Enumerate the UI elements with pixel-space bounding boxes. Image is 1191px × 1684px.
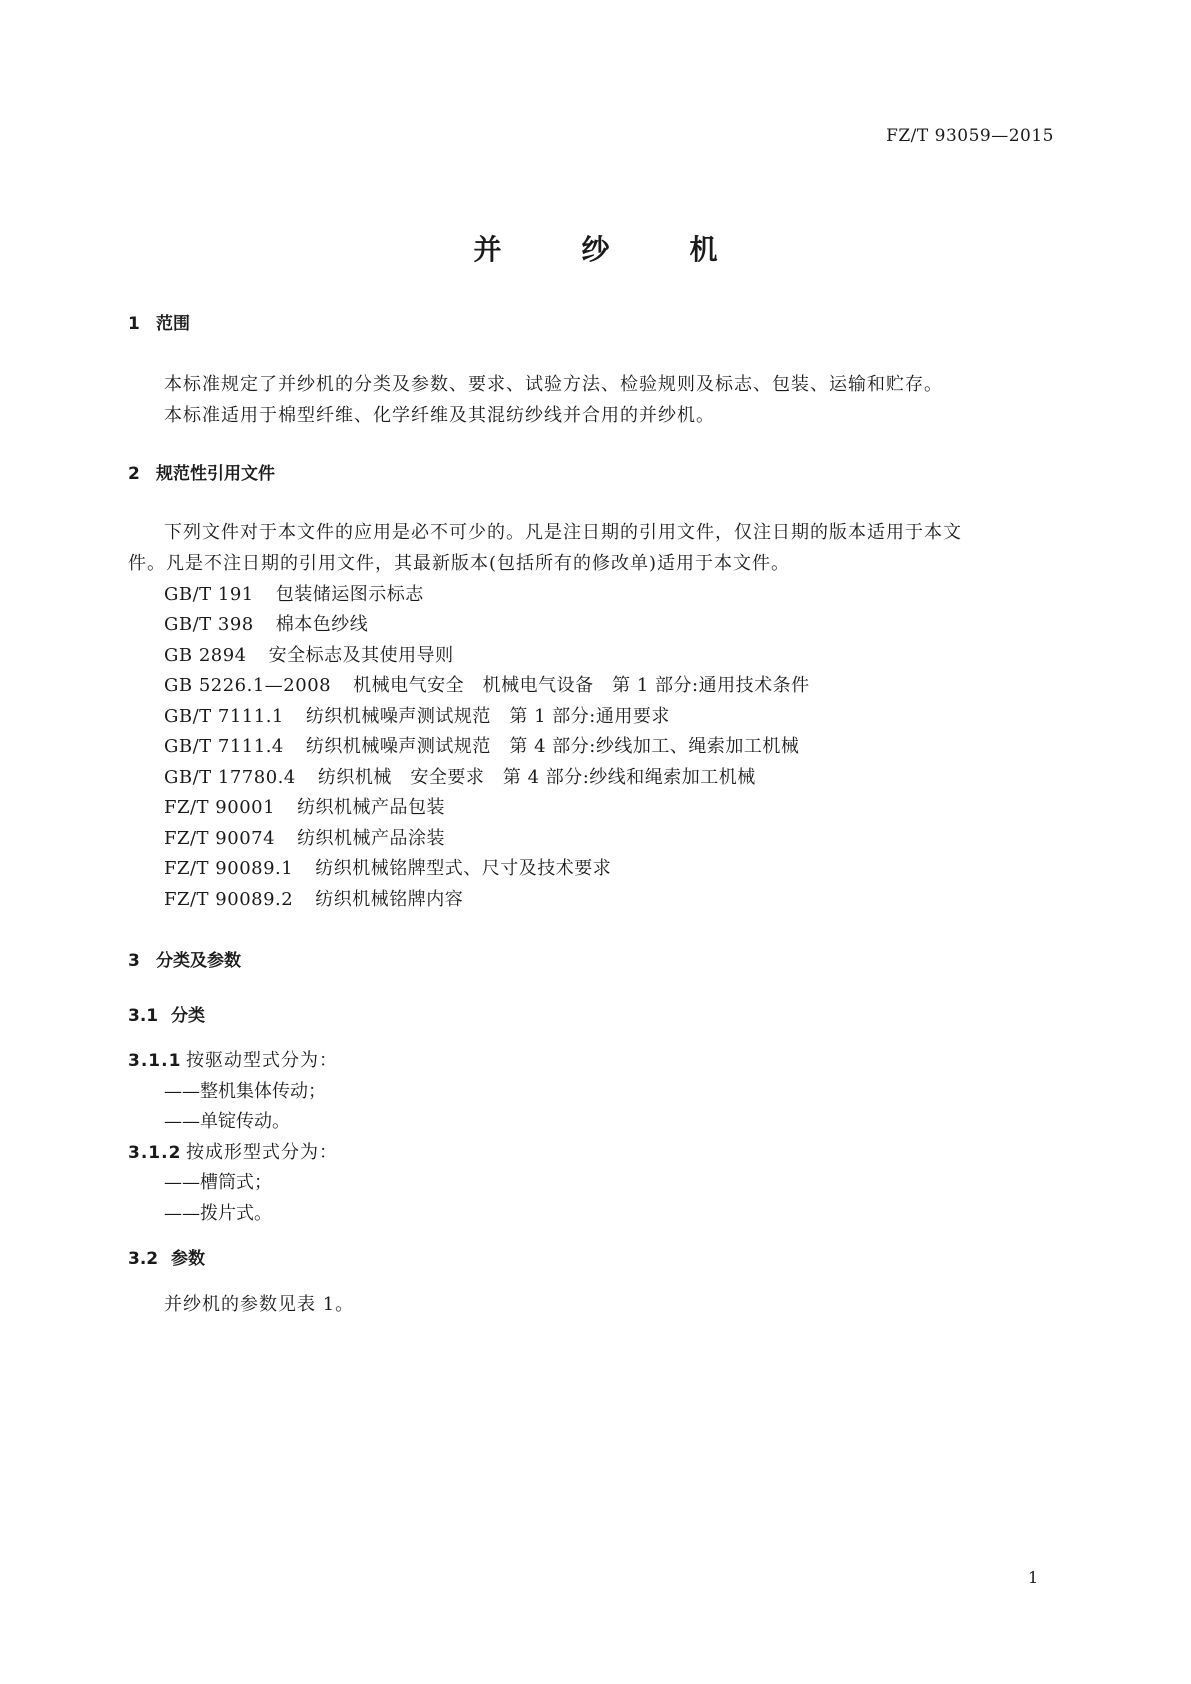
section-number: 3.2 <box>128 1249 159 1269</box>
list-item: ——槽筒式； <box>164 1172 272 1193</box>
reference-title: 纺织机械噪声测试规范 第 1 部分:通用要求 <box>305 706 670 727</box>
section-number: 1 <box>128 314 140 334</box>
reference-title: 纺织机械噪声测试规范 第 4 部分:纱线加工、绳索加工机械 <box>305 736 800 757</box>
list-item: ——单锭传动。 <box>164 1111 290 1132</box>
subsection-3-1-2 <box>128 1138 338 1164</box>
reference-title: 纺织机械产品包装 <box>297 797 446 818</box>
reference-code: FZ/T 90089.2 <box>164 889 294 910</box>
document-title: 并 纱 机 <box>473 233 744 266</box>
page-number: 1 <box>1028 1568 1039 1587</box>
reference-code: GB/T 7111.1 <box>164 706 284 727</box>
section-3-2-heading <box>128 1244 205 1269</box>
reference-item <box>164 580 424 606</box>
reference-code: GB 2894 <box>164 645 247 666</box>
reference-code: GB 5226.1—2008 <box>164 675 332 696</box>
section-number: 2 <box>128 464 140 484</box>
reference-title: 棉本色纱线 <box>275 614 369 635</box>
reference-title: 安全标志及其使用导则 <box>268 645 454 666</box>
reference-code: FZ/T 90001 <box>164 797 276 818</box>
reference-item <box>164 854 611 880</box>
reference-title: 纺织机械产品涂装 <box>297 828 446 849</box>
section-number: 3.1.1 <box>128 1051 182 1071</box>
reference-item <box>164 763 756 789</box>
reference-title: 纺织机械 安全要求 第 4 部分:纱线和绳索加工机械 <box>317 767 756 788</box>
section-3-1-heading <box>128 1001 205 1026</box>
reference-item <box>164 732 799 758</box>
reference-title: 纺织机械铭牌内容 <box>315 889 464 910</box>
paragraph: 件。凡是不注日期的引用文件，其最新版本(包括所有的修改单)适用于本文件。 <box>128 553 791 574</box>
section-title: 按成形型式分为： <box>186 1142 338 1163</box>
section-number: 3.1 <box>128 1006 159 1026</box>
reference-item <box>164 702 670 728</box>
section-number: 3 <box>128 951 140 971</box>
list-item: ——整机集体传动； <box>164 1081 326 1102</box>
list-item: ——拨片式。 <box>164 1203 272 1224</box>
paragraph: 本标准规定了并纱机的分类及参数、要求、试验方法、检验规则及标志、包装、运输和贮存。 <box>164 374 943 395</box>
subsection-3-1-1 <box>128 1046 338 1072</box>
section-1-heading <box>128 309 190 334</box>
reference-item <box>164 671 810 697</box>
standard-code: FZ/T 93059—2015 <box>886 126 1054 146</box>
section-title: 规范性引用文件 <box>156 464 275 484</box>
section-number: 3.1.2 <box>128 1143 182 1163</box>
reference-item <box>164 641 454 667</box>
reference-code: GB/T 17780.4 <box>164 767 296 788</box>
paragraph: 下列文件对于本文件的应用是必不可少的。凡是注日期的引用文件，仅注日期的版本适用于本文 <box>164 522 962 543</box>
section-title: 参数 <box>171 1249 205 1269</box>
paragraph: 并纱机的参数见表 1。 <box>164 1294 355 1315</box>
reference-item <box>164 793 445 819</box>
reference-code: GB/T 7111.4 <box>164 736 284 757</box>
section-title: 范围 <box>156 314 190 334</box>
section-3-heading <box>128 946 241 971</box>
reference-code: GB/T 398 <box>164 614 254 635</box>
reference-code: GB/T 191 <box>164 584 254 605</box>
reference-title: 包装储运图示标志 <box>275 584 424 605</box>
reference-title: 纺织机械铭牌型式、尺寸及技术要求 <box>315 858 612 879</box>
paragraph: 本标准适用于棉型纤维、化学纤维及其混纺纱线并合用的并纱机。 <box>164 405 715 426</box>
section-title: 按驱动型式分为： <box>186 1050 338 1071</box>
reference-item <box>164 824 445 850</box>
section-title: 分类及参数 <box>156 951 241 971</box>
section-title: 分类 <box>171 1006 205 1026</box>
section-2-heading <box>128 459 275 484</box>
reference-item <box>164 610 368 636</box>
reference-code: FZ/T 90089.1 <box>164 858 294 879</box>
reference-item <box>164 885 463 911</box>
reference-title: 机械电气安全 机械电气设备 第 1 部分:通用技术条件 <box>353 675 810 696</box>
reference-code: FZ/T 90074 <box>164 828 276 849</box>
